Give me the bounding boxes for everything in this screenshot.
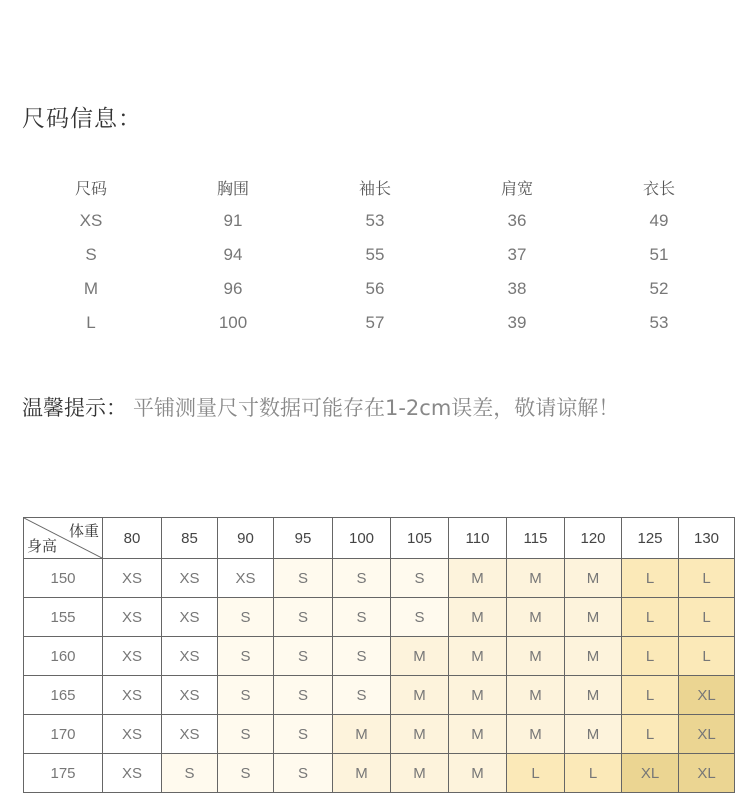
fit-size-cell: S bbox=[218, 598, 274, 637]
size-table-cell: 57 bbox=[365, 313, 385, 332]
fit-table-row bbox=[24, 559, 735, 598]
fit-size-cell: S bbox=[218, 715, 274, 754]
height-header: 160 bbox=[24, 637, 103, 676]
fit-table-header-row bbox=[24, 518, 735, 559]
fit-size-cell: M bbox=[333, 715, 391, 754]
fit-size-cell: S bbox=[162, 754, 218, 793]
size-table-header: 衣长 bbox=[642, 178, 675, 198]
fit-size-cell: M bbox=[565, 559, 622, 598]
fit-size-cell: XS bbox=[162, 598, 218, 637]
fit-size-cell: M bbox=[391, 637, 449, 676]
size-table-cell: 91 bbox=[223, 211, 243, 230]
fit-size-cell: L bbox=[565, 754, 622, 793]
size-table-cell: 53 bbox=[365, 211, 385, 230]
fit-size-cell: XL bbox=[679, 754, 735, 793]
size-table-row bbox=[20, 238, 730, 272]
tip-label: 温馨提示： bbox=[22, 396, 127, 420]
fit-size-cell: L bbox=[622, 559, 679, 598]
fit-table-row bbox=[24, 715, 735, 754]
size-table-row bbox=[20, 204, 730, 238]
size-table-cell: M bbox=[83, 279, 99, 298]
tip bbox=[22, 392, 619, 422]
size-table-cell: 49 bbox=[649, 211, 669, 230]
fit-size-cell: S bbox=[218, 637, 274, 676]
fit-size-cell: M bbox=[391, 754, 449, 793]
fit-size-cell: S bbox=[333, 676, 391, 715]
fit-size-cell: S bbox=[274, 715, 333, 754]
fit-size-cell: L bbox=[679, 637, 735, 676]
size-table-cell: 52 bbox=[649, 279, 669, 298]
size-table-cell: 100 bbox=[218, 313, 248, 332]
fit-size-cell: XS bbox=[103, 559, 162, 598]
weight-header: 85 bbox=[162, 518, 218, 559]
fit-table-corner bbox=[24, 518, 103, 559]
height-header: 175 bbox=[24, 754, 103, 793]
tip-text: 平铺测量尺寸数据可能存在1-2cm误差，敬请谅解！ bbox=[133, 396, 620, 420]
fit-size-cell: S bbox=[274, 754, 333, 793]
size-table-cell: 39 bbox=[507, 313, 527, 332]
fit-size-cell: XL bbox=[622, 754, 679, 793]
fit-size-cell: S bbox=[274, 637, 333, 676]
size-table-cell: XS bbox=[79, 211, 103, 230]
size-table-cell: 56 bbox=[365, 279, 385, 298]
fit-size-cell: L bbox=[622, 637, 679, 676]
weight-header: 90 bbox=[218, 518, 274, 559]
section-title: 尺码信息： bbox=[22, 106, 142, 132]
fit-size-cell: L bbox=[679, 598, 735, 637]
fit-size-cell: M bbox=[449, 676, 507, 715]
fit-size-cell: M bbox=[507, 715, 565, 754]
fit-size-cell: M bbox=[333, 754, 391, 793]
weight-label: 体重 bbox=[68, 522, 99, 540]
fit-size-cell: M bbox=[449, 715, 507, 754]
weight-header: 100 bbox=[333, 518, 391, 559]
fit-size-cell: S bbox=[274, 676, 333, 715]
fit-size-cell: M bbox=[449, 598, 507, 637]
fit-size-cell: S bbox=[391, 598, 449, 637]
fit-size-cell: XS bbox=[218, 559, 274, 598]
fit-table-row bbox=[24, 637, 735, 676]
fit-table bbox=[23, 517, 735, 793]
weight-header: 95 bbox=[274, 518, 333, 559]
fit-size-cell: L bbox=[679, 559, 735, 598]
fit-size-cell: S bbox=[274, 598, 333, 637]
size-table-cell: 51 bbox=[649, 245, 669, 264]
fit-size-cell: XS bbox=[103, 598, 162, 637]
weight-header: 125 bbox=[622, 518, 679, 559]
size-table-row bbox=[20, 306, 730, 340]
height-header: 155 bbox=[24, 598, 103, 637]
size-table-header-row bbox=[20, 170, 730, 204]
size-table-cell: 55 bbox=[365, 245, 385, 264]
size-table-cell: 94 bbox=[223, 245, 243, 264]
fit-size-cell: M bbox=[507, 598, 565, 637]
size-table-header: 尺码 bbox=[74, 178, 107, 198]
size-table-header: 胸围 bbox=[216, 178, 249, 198]
fit-size-cell: M bbox=[391, 676, 449, 715]
size-table-row bbox=[20, 272, 730, 306]
size-table-cell: 37 bbox=[507, 245, 527, 264]
height-header: 150 bbox=[24, 559, 103, 598]
size-table-header: 肩宽 bbox=[500, 178, 533, 198]
fit-table-row bbox=[24, 598, 735, 637]
fit-size-cell: XL bbox=[679, 715, 735, 754]
fit-size-cell: XS bbox=[162, 559, 218, 598]
fit-size-cell: S bbox=[218, 754, 274, 793]
fit-size-cell: M bbox=[565, 598, 622, 637]
fit-size-cell: XS bbox=[103, 715, 162, 754]
fit-size-cell: S bbox=[333, 598, 391, 637]
height-header: 165 bbox=[24, 676, 103, 715]
fit-size-cell: XS bbox=[103, 637, 162, 676]
fit-size-cell: XS bbox=[162, 715, 218, 754]
fit-size-cell: S bbox=[391, 559, 449, 598]
fit-size-cell: M bbox=[565, 676, 622, 715]
weight-header: 80 bbox=[103, 518, 162, 559]
size-table-cell: 38 bbox=[507, 279, 527, 298]
weight-header: 110 bbox=[449, 518, 507, 559]
fit-size-cell: XS bbox=[162, 676, 218, 715]
fit-size-cell: S bbox=[218, 676, 274, 715]
fit-size-cell: M bbox=[507, 637, 565, 676]
fit-size-cell: M bbox=[565, 637, 622, 676]
fit-size-cell: L bbox=[622, 676, 679, 715]
fit-size-cell: XS bbox=[103, 676, 162, 715]
size-table-cell: S bbox=[85, 245, 97, 264]
fit-size-cell: L bbox=[622, 598, 679, 637]
fit-size-cell: M bbox=[507, 559, 565, 598]
fit-size-cell: L bbox=[622, 715, 679, 754]
fit-size-cell: XS bbox=[103, 754, 162, 793]
fit-size-cell: M bbox=[391, 715, 449, 754]
fit-size-cell: M bbox=[449, 637, 507, 676]
weight-header: 115 bbox=[507, 518, 565, 559]
fit-size-cell: XS bbox=[162, 637, 218, 676]
fit-size-cell: L bbox=[507, 754, 565, 793]
fit-size-cell: M bbox=[507, 676, 565, 715]
fit-size-cell: S bbox=[333, 559, 391, 598]
size-table-header: 袖长 bbox=[358, 178, 391, 198]
fit-size-cell: M bbox=[449, 559, 507, 598]
fit-table-row bbox=[24, 754, 735, 793]
fit-size-cell: S bbox=[274, 559, 333, 598]
fit-table-row bbox=[24, 676, 735, 715]
weight-header: 120 bbox=[565, 518, 622, 559]
fit-size-cell: S bbox=[333, 637, 391, 676]
fit-size-cell: XL bbox=[679, 676, 735, 715]
height-header: 170 bbox=[24, 715, 103, 754]
height-label: 身高 bbox=[27, 537, 58, 555]
fit-size-cell: M bbox=[565, 715, 622, 754]
size-table-cell: 36 bbox=[507, 211, 527, 230]
weight-header: 105 bbox=[391, 518, 449, 559]
size-table-cell: L bbox=[86, 313, 96, 332]
size-table-cell: 53 bbox=[649, 313, 669, 332]
size-table bbox=[20, 170, 730, 340]
weight-header: 130 bbox=[679, 518, 735, 559]
size-table-cell: 96 bbox=[223, 279, 243, 298]
fit-size-cell: M bbox=[449, 754, 507, 793]
